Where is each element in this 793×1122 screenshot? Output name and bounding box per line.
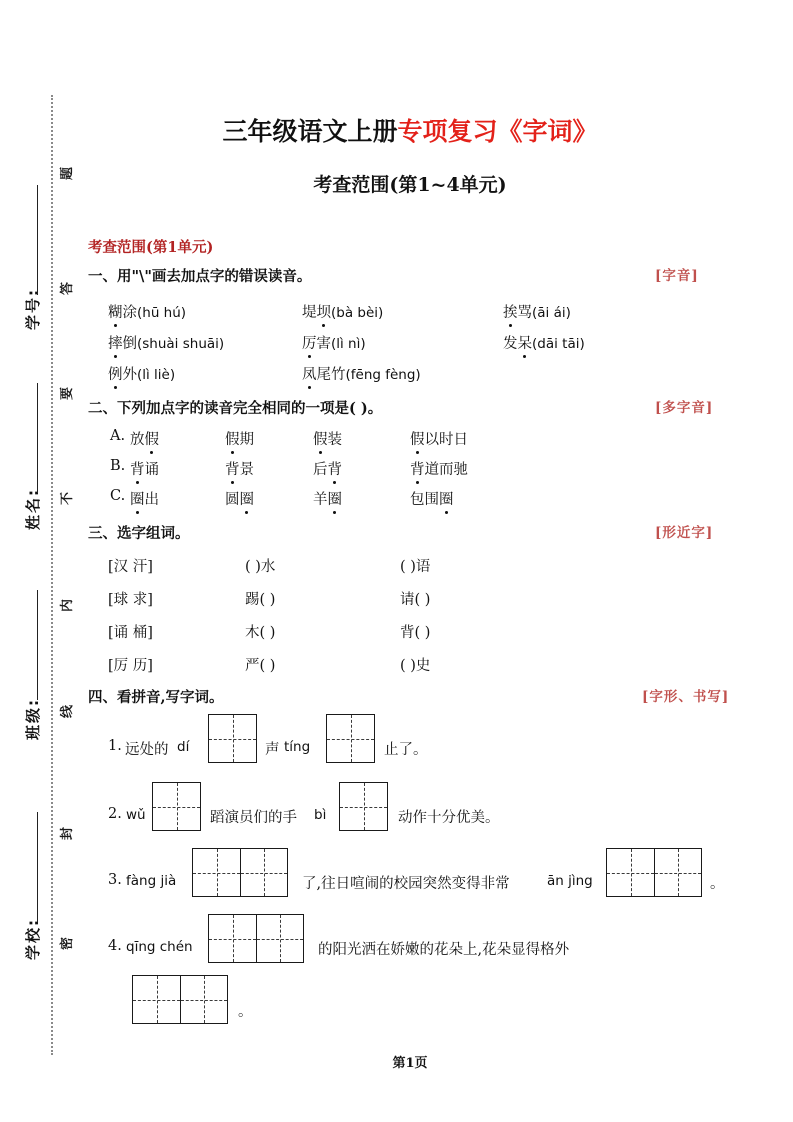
seal-char-6: 封: [60, 825, 75, 840]
q4-item-1-text-b: 声: [265, 742, 280, 758]
footer-page-number: 第1页: [392, 1056, 428, 1071]
q4-item-3-text-a: 了,往日喧闹的校园突然变得非常: [302, 876, 510, 892]
q1-item-1-0: 摔倒(shuài shuāi): [108, 332, 224, 353]
grid-cell[interactable]: [240, 849, 287, 896]
q2-option-A-item-3[interactable]: 假以时日: [410, 428, 468, 449]
q2-option-C-item-2[interactable]: 羊圈: [313, 488, 342, 509]
grid-cell[interactable]: [180, 976, 227, 1023]
q3-row-2-blank-a[interactable]: 木( ): [245, 625, 276, 641]
question-2-tag: [多字音]: [655, 400, 714, 416]
q4-item-2-grid-b[interactable]: [339, 782, 388, 831]
question-3-heading: 三、选字组词。: [88, 525, 190, 542]
q3-row-0-blank-b[interactable]: ( )语: [400, 559, 431, 575]
field-rule-name[interactable]: [37, 383, 38, 493]
q4-item-4-number: 4.: [108, 938, 122, 954]
question-1-heading: 一、用"\"画去加点字的错误读音。: [88, 268, 312, 285]
q1-item-0-0: 糊涂(hū hú): [108, 301, 186, 322]
question-4-heading: 四、看拼音,写字词。: [88, 689, 224, 706]
seal-char-5: 线: [60, 703, 75, 718]
q2-option-A-item-2[interactable]: 假装: [313, 428, 342, 449]
q3-row-3-blank-b[interactable]: ( )史: [400, 658, 431, 674]
seal-char-1: 答: [60, 280, 75, 295]
q4-item-2-text-b: 动作十分优美。: [398, 810, 500, 826]
page-title: [80, 112, 740, 148]
q2-option-A-letter: A.: [110, 428, 126, 444]
q2-option-A-item-1[interactable]: 假期: [225, 428, 254, 449]
q3-row-3-blank-a[interactable]: 严( ): [245, 658, 276, 674]
q3-row-2-choices: [诵 桶]: [108, 625, 153, 641]
q4-item-3-grid-a[interactable]: [192, 848, 288, 897]
q2-option-C-letter: C.: [110, 488, 126, 504]
q4-item-4-pinyin-a: qīng chén: [126, 939, 193, 955]
page-title-red: 专项复习《字词》: [397, 117, 598, 146]
grid-cell[interactable]: [256, 915, 303, 962]
page-title-black: 三年级语文上册: [222, 117, 398, 146]
seal-char-2: 要: [60, 385, 75, 400]
q1-item-0-2: 挨骂(āi ái): [503, 301, 571, 322]
q3-row-1-choices: [球 求]: [108, 592, 153, 608]
grid-cell[interactable]: [327, 715, 374, 762]
q2-option-B-letter: B.: [110, 458, 126, 474]
q4-item-1-number: 1.: [108, 738, 122, 754]
grid-cell[interactable]: [607, 849, 654, 896]
seal-char-4: 内: [60, 597, 75, 612]
q2-option-C-item-0[interactable]: 圈出: [130, 488, 159, 509]
q1-item-0-1: 堤坝(bà bèi): [302, 301, 383, 322]
q1-item-1-2: 发呆(dāi tāi): [503, 332, 585, 353]
q1-item-2-1: 凤尾竹(fēng fèng): [302, 363, 421, 384]
q4-item-2-pinyin-b: bì: [314, 807, 327, 823]
q4-item-4-grid-a[interactable]: [208, 914, 304, 963]
q2-option-B-item-2[interactable]: 后背: [313, 458, 342, 479]
q3-row-0-blank-a[interactable]: ( )水: [245, 559, 276, 575]
q4-item-3-number: 3.: [108, 872, 122, 888]
field-label-class: 班级:: [24, 698, 42, 740]
q1-item-1-1: 厉害(lì nì): [302, 332, 366, 353]
field-rule-student-id[interactable]: [37, 185, 38, 295]
q3-row-3-choices: [厉 历]: [108, 658, 153, 674]
q4-item-2-number: 2.: [108, 806, 122, 822]
q2-option-C-item-3[interactable]: 包围圈: [410, 488, 454, 509]
q3-row-1-blank-b[interactable]: 请( ): [400, 592, 431, 608]
seal-margin: [0, 0, 80, 1122]
q3-row-0-choices: [汉 汗]: [108, 559, 153, 575]
q4-item-3-pinyin-b: ān jìng: [547, 873, 593, 889]
q4-item-2-text-a: 蹈演员们的手: [210, 810, 297, 826]
q4-item-4-grid-b[interactable]: [132, 975, 228, 1024]
q3-row-1-blank-a[interactable]: 踢( ): [245, 592, 276, 608]
q4-item-1-pinyin-a: dí: [177, 739, 190, 755]
field-rule-class[interactable]: [37, 590, 38, 700]
q4-item-2-pinyin-a: wǔ: [126, 807, 146, 823]
q4-item-1-text-c: 止了。: [384, 742, 428, 758]
field-label-student-id: 学号:: [24, 288, 42, 330]
page-body: [80, 0, 793, 1122]
q4-item-1-grid-a[interactable]: [208, 714, 257, 763]
q4-item-1-pinyin-b: tíng: [284, 739, 311, 755]
grid-cell[interactable]: [209, 915, 256, 962]
question-4-tag: [字形、书写]: [642, 689, 730, 705]
field-label-name: 姓名:: [24, 488, 42, 530]
seal-char-3: 不: [60, 490, 75, 505]
grid-cell[interactable]: [654, 849, 701, 896]
q1-item-2-0: 例外(lì liè): [108, 363, 175, 384]
field-label-school: 学校:: [24, 918, 42, 960]
q4-item-2-grid-a[interactable]: [152, 782, 201, 831]
seal-char-0: 题: [60, 165, 75, 180]
question-2-heading: 二、下列加点字的读音完全相同的一项是( )。: [88, 400, 383, 417]
grid-cell[interactable]: [153, 783, 200, 830]
q3-row-2-blank-b[interactable]: 背( ): [400, 625, 431, 641]
question-3-tag: [形近字]: [655, 525, 714, 541]
grid-cell[interactable]: [133, 976, 180, 1023]
page-subtitle: 考查范围(第1~4单元): [313, 174, 507, 196]
q4-item-3-grid-b[interactable]: [606, 848, 702, 897]
q4-item-1-text-a: 远处的: [125, 742, 169, 758]
q2-option-B-item-1[interactable]: 背景: [225, 458, 254, 479]
q2-option-B-item-3[interactable]: 背道而驰: [410, 458, 468, 479]
field-rule-school[interactable]: [37, 812, 38, 922]
q4-item-4-text-a: 的阳光洒在娇嫩的花朵上,花朵显得格外: [318, 942, 570, 958]
q4-item-4-text-b: 。: [238, 1004, 253, 1020]
question-1-tag: [字音]: [655, 268, 699, 284]
seal-char-7: 密: [60, 935, 75, 950]
q4-item-3-text-b: 。: [710, 876, 725, 892]
q2-option-B-item-0[interactable]: 背诵: [130, 458, 159, 479]
q4-item-3-pinyin-a: fàng jià: [126, 873, 177, 889]
q2-option-A-item-0[interactable]: 放假: [130, 428, 159, 449]
grid-cell[interactable]: [209, 715, 256, 762]
seal-dotted-line: [51, 95, 53, 1055]
scope-heading: 考查范围(第1单元): [88, 239, 214, 256]
q2-option-C-item-1[interactable]: 圆圈: [225, 488, 254, 509]
grid-cell[interactable]: [340, 783, 387, 830]
grid-cell[interactable]: [193, 849, 240, 896]
q4-item-1-grid-b[interactable]: [326, 714, 375, 763]
